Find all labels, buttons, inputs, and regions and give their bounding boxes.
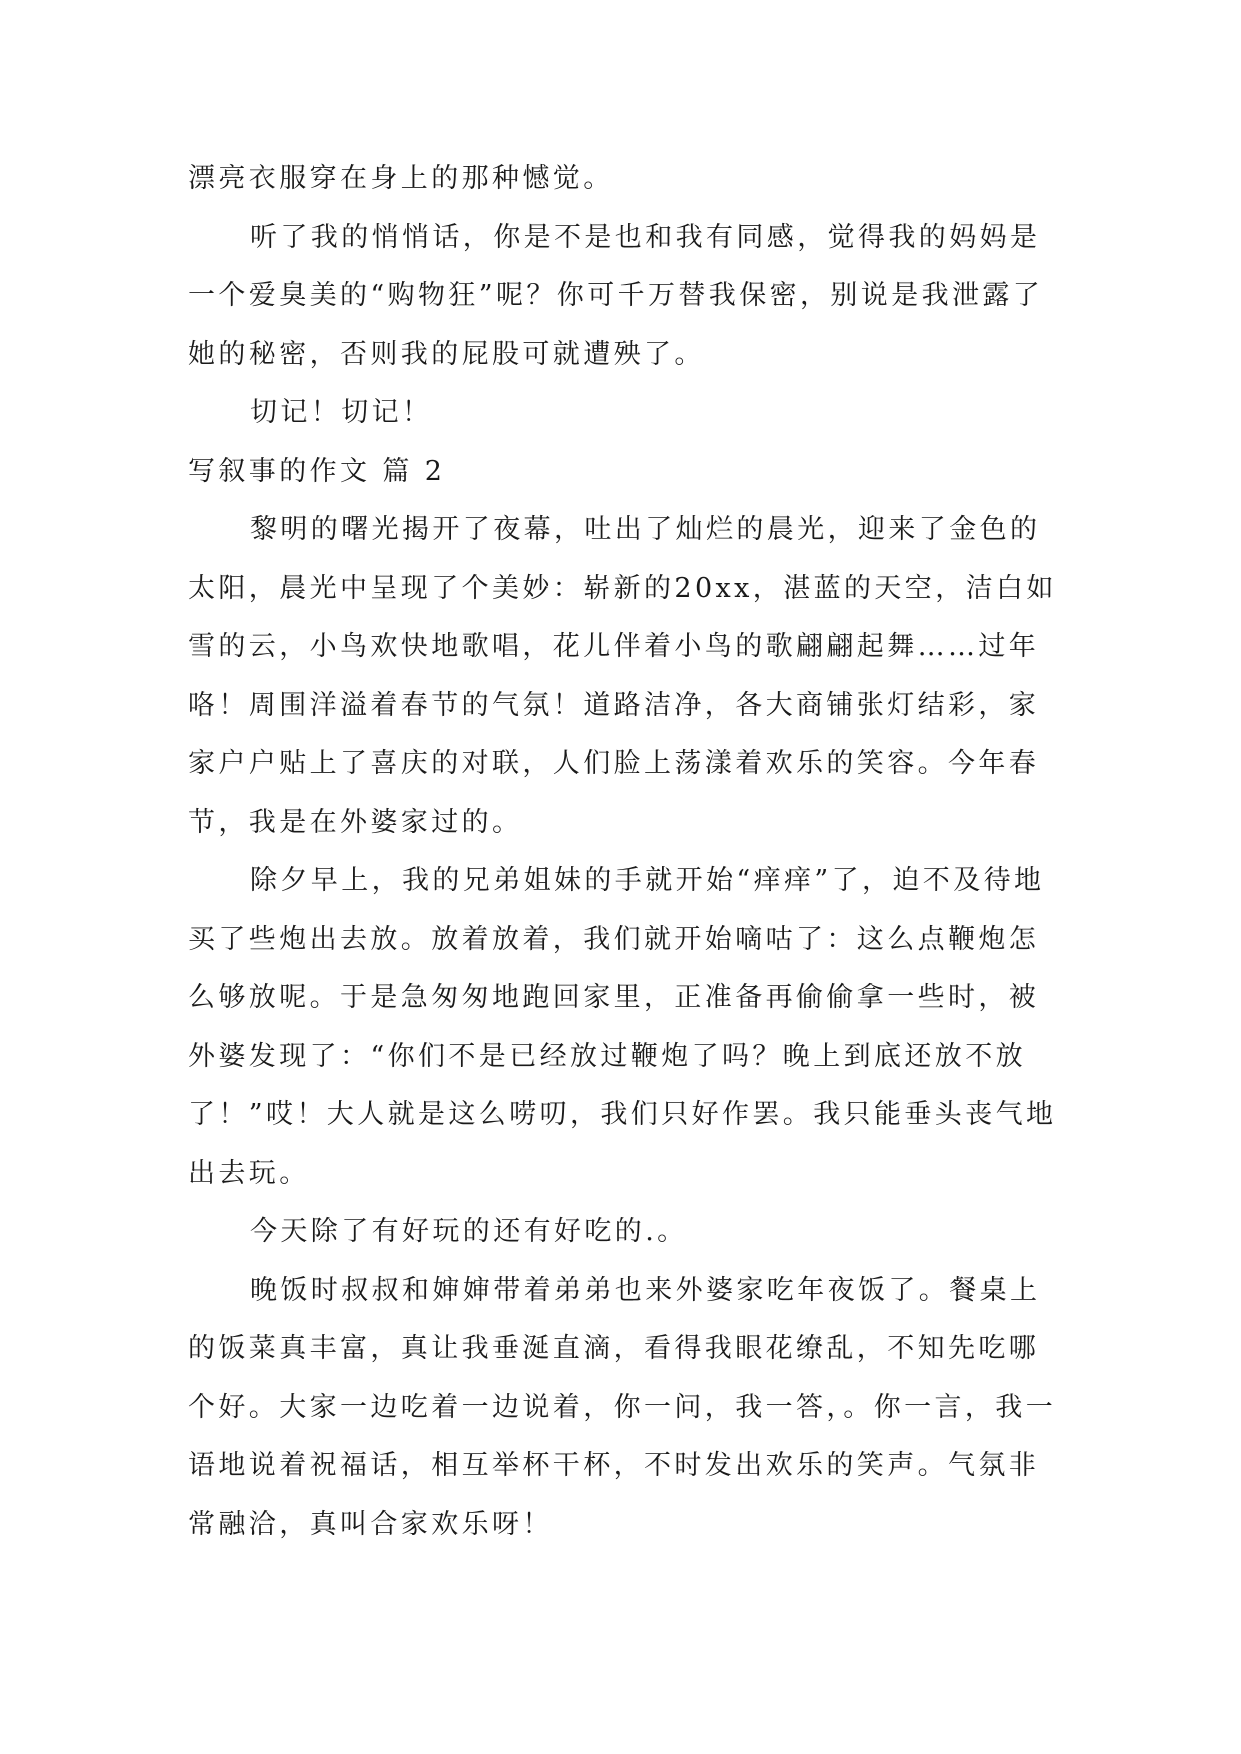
essay-heading: 写叙事的作文 篇 2 (188, 455, 446, 487)
paragraph-remember: 切记！切记！ (250, 397, 433, 428)
document-page (188, 150, 1068, 1554)
paragraph-food: 今天除了有好玩的还有好吃的.。 (250, 1216, 688, 1247)
paragraph-continuation: 漂亮衣服穿在身上的那种憾觉。 (188, 163, 614, 194)
paragraph-new-year-eve: 除夕早上，我的兄弟姐妹的手就开始“痒痒”了，迫不及待地买了些炮出去放。放着放着，我们就开始嘀咕了：这么点鞭炮怎么够放呢。于是急匆匆地跑回家里，正准备再偷偷拿一些时，被外婆发现了：“你们不是已经放过鞭炮了吗？晚上到底还放不放了！”哎！大人就是这么唠叨，我们只好作罢。我只能垂头丧气地出去玩。 (188, 865, 1057, 1189)
paragraph-dawn: 黎明的曙光揭开了夜幕，吐出了灿烂的晨光，迎来了金色的太阳，晨光中呈现了个美妙：崭新的20xx，湛蓝的天空，洁白如雪的云，小鸟欢快地歌唱，花儿伴着小鸟的歌翩翩起舞……过年咯！周围洋溢着春节的气氛！道路洁净，各大商铺张灯结彩，家家户户贴上了喜庆的对联，人们脸上荡漾着欢乐的笑容。今年春节，我是在外婆家过的。 (188, 514, 1057, 838)
paragraph-secret: 听了我的悄悄话，你是不是也和我有同感，觉得我的妈妈是一个爱臭美的“购物狂”呢？你可千万替我保密，别说是我泄露了她的秘密，否则我的屁股可就遭殃了。 (188, 221, 1044, 370)
paragraph-dinner: 晚饭时叔叔和婶婶带着弟弟也来外婆家吃年夜饭了。餐桌上的饭菜真丰富，真让我垂涎直滴，看得我眼花缭乱，不知先吃哪个好。大家一边吃着一边说着，你一问，我一答，。你一言，我一语地说着祝福话，相互举杯干杯，不时发出欢乐的笑声。气氛非常融洽，真叫合家欢乐呀！ (188, 1274, 1057, 1540)
